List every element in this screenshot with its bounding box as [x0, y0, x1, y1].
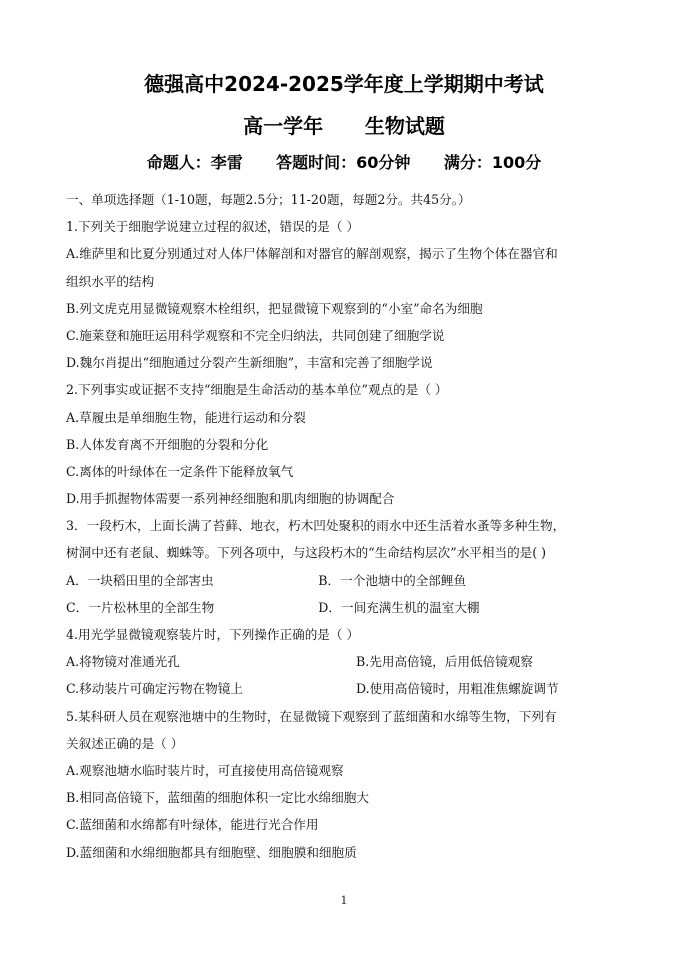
- question-1: [66, 213, 646, 376]
- question-2: [66, 376, 646, 512]
- exam-subtitle: 高一学年 生物试题: [243, 114, 445, 138]
- question-4: [66, 621, 646, 703]
- option-a: A．一块稻田里的全部害虫: [66, 572, 214, 588]
- option-d: D.使用高倍镜时，用粗准焦螺旋调节: [356, 681, 559, 697]
- option-d: D.蓝细菌和水绵细胞都具有细胞壁、细胞膜和细胞质: [66, 844, 357, 860]
- option-b: B.列文虎克用显微镜观察木栓组织，把显微镜下观察到的“小室”命名为细胞: [66, 300, 483, 316]
- option-a: A.观察池塘水临时装片时，可直接使用高倍镜观察: [66, 762, 344, 778]
- option-row: [66, 594, 646, 621]
- option-b: B.人体发育离不开细胞的分裂和分化: [66, 436, 269, 452]
- page-number: 1: [340, 894, 348, 907]
- option-row: [66, 567, 646, 594]
- question-stem: 1.下列关于细胞学说建立过程的叙述，错误的是（ ）: [66, 219, 360, 235]
- question-stem-continued: 树洞中还有老鼠、蜘蛛等。下列各项中，与这段朽木的“生命结构层次”水平相当的是( ): [66, 545, 547, 561]
- question-stem: 5.某科研人员在观察池塘中的生物时，在显微镜下观察到了蓝细菌和水绵等生物，下列有: [66, 708, 557, 724]
- question-stem: 3．一段朽木，上面长满了苔藓、地衣，朽木凹处聚积的雨水中还生活着水蚤等多种生物，: [66, 518, 566, 534]
- option-a: A.维萨里和比夏分别通过对人体尸体解剖和对器官的解剖观察，揭示了生物个体在器官和: [66, 246, 558, 262]
- option-d: D.用手抓握物体需要一系列神经细胞和肌肉细胞的协调配合: [66, 491, 395, 507]
- option-a: A.草履虫是单细胞生物，能进行运动和分裂: [66, 409, 306, 425]
- option-d: D．一间充满生机的温室大棚: [318, 599, 480, 615]
- option-row: [66, 675, 646, 702]
- exam-title: 德强高中2024-2025学年度上学期期中考试: [144, 72, 544, 96]
- option-d: D.魏尔肖提出“细胞通过分裂产生新细胞”，丰富和完善了细胞学说: [66, 355, 433, 371]
- question-body: [66, 186, 646, 866]
- question-5: [66, 703, 646, 866]
- section-heading: 一、单项选择题（1-10题，每题2.5分；11-20题，每题2分。共45分。）: [66, 192, 471, 207]
- option-c: C.移动装片可确定污物在物镜上: [66, 681, 243, 697]
- question-stem-continued: 关叙述正确的是（ ）: [66, 735, 184, 751]
- option-a: A.将物镜对准通光孔: [66, 654, 180, 670]
- option-c: C．一片松林里的全部生物: [66, 599, 215, 615]
- option-row: [66, 648, 646, 675]
- option-c: C.蓝细菌和水绵都有叶绿体，能进行光合作用: [66, 817, 319, 833]
- option-b: B.相同高倍镜下，蓝细菌的细胞体积一定比水绵细胞大: [66, 790, 369, 806]
- question-3: [66, 512, 646, 621]
- question-stem: 2.下列事实或证据不支持“细胞是生命活动的基本单位”观点的是（ ）: [66, 382, 448, 398]
- exam-meta: 命题人：李雷 答题时间：60分钟 满分：100分: [146, 153, 542, 172]
- option-c: C.离体的叶绿体在一定条件下能释放氧气: [66, 463, 294, 479]
- question-stem: 4.用光学显微镜观察装片时，下列操作正确的是（ ）: [66, 627, 360, 642]
- option-b: B．一个池塘中的全部鲤鱼: [318, 572, 467, 588]
- option-a-continued: 组织水平的结构: [66, 273, 155, 289]
- option-b: B.先用高倍镜，后用低倍镜观察: [356, 654, 533, 670]
- option-c: C.施莱登和施旺运用科学观察和不完全归纳法，共同创建了细胞学说: [66, 327, 445, 343]
